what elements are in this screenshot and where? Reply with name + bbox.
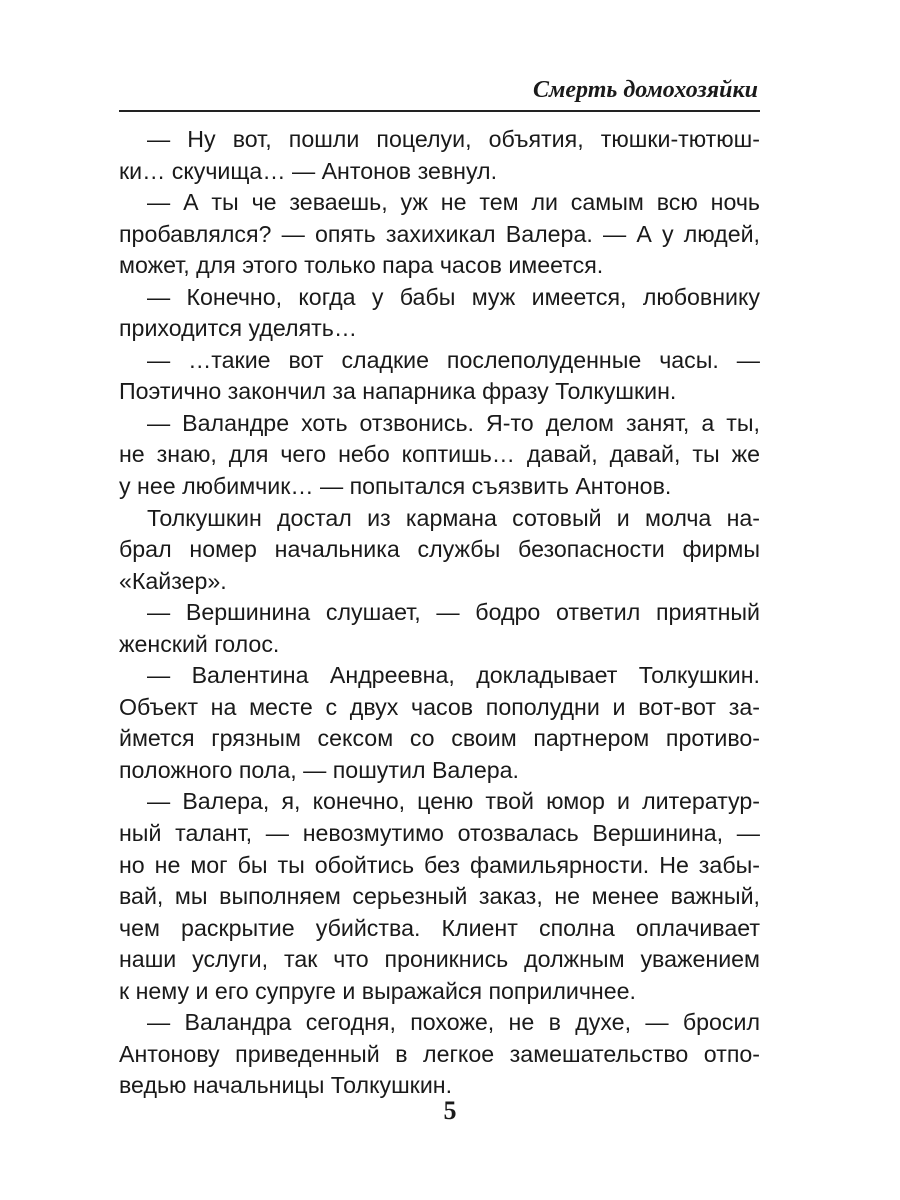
text-line: ймется грязным сексом со своим партнером противо- xyxy=(119,725,760,752)
text-line: к нему и его супруге и выражайся поприличнее. xyxy=(119,977,636,1004)
text-line: но не мог бы ты обойтись без фамильярности. Не забы- xyxy=(119,851,760,878)
paragraph xyxy=(119,408,760,503)
text-line: — Вершинина слушает, — бодро ответил приятный xyxy=(147,599,760,626)
text-line: — Валера, я, конечно, ценю твой юмор и литератур- xyxy=(147,788,760,815)
text-line: — Ну вот, пошли поцелуи, объятия, тюшки-тютюш- xyxy=(147,126,760,152)
text-line: — Валандра сегодня, похоже, не в духе, — бросил xyxy=(147,1009,760,1036)
text-line: чем раскрытие убийства. Клиент сполна оплачивает xyxy=(119,914,760,941)
paragraph xyxy=(119,282,760,345)
paragraph xyxy=(119,187,760,282)
text-line: пробавлялся? — опять захихикал Валера. — А у людей, xyxy=(119,220,760,247)
paragraph xyxy=(119,124,760,187)
text-line: ки… скучища… — Антонов зевнул. xyxy=(119,157,498,184)
text-line: — А ты че зеваешь, уж не тем ли самым всю ночь xyxy=(147,189,760,216)
text-line: не знаю, для чего небо коптишь… давай, давай, ты же xyxy=(119,441,760,468)
text-line: Толкушкин достал из кармана сотовый и молча на- xyxy=(147,504,760,531)
text-line: может, для этого только пара часов имеется. xyxy=(119,252,604,279)
text-line: ный талант, — невозмутимо отозвалась Вершинина, — xyxy=(119,820,760,847)
text-line: положного пола, — пошутил Валера. xyxy=(119,756,519,783)
text-line: женский голос. xyxy=(119,630,280,657)
text-line: — Валентина Андреевна, докладывает Толкушкин. xyxy=(147,662,760,689)
text-line: приходится уделять… xyxy=(119,315,358,342)
text-line: Поэтично закончил за напарника фразу Толкушкин. xyxy=(119,378,677,405)
text-line: ведью начальницы Толкушкин. xyxy=(119,1072,453,1099)
text-line: — Валандре хоть отзвонись. Я-то делом занят, а ты, xyxy=(147,409,760,436)
text-line: у нее любимчик… — попытался съязвить Антонов. xyxy=(119,473,672,500)
text-line: — Конечно, когда у бабы муж имеется, любовнику xyxy=(147,283,760,310)
running-head-title: Смерть домохозяйки xyxy=(532,77,758,103)
paragraph xyxy=(119,1007,760,1102)
running-head xyxy=(119,74,760,112)
paragraph xyxy=(119,786,760,1007)
paragraph xyxy=(119,345,760,408)
paragraph xyxy=(119,503,760,598)
text-line: — …такие вот сладкие послеполуденные часы. — xyxy=(147,346,760,373)
paragraph xyxy=(119,597,760,660)
page-number: 5 xyxy=(443,1096,457,1125)
text-line: «Кайзер». xyxy=(119,567,227,594)
paragraph xyxy=(119,660,760,786)
text-line: Антонову приведенный в легкое замешательство отпо- xyxy=(119,1040,760,1067)
text-line: Объект на месте с двух часов пополудни и вот-вот за- xyxy=(119,693,760,720)
body-text xyxy=(119,124,760,1102)
text-line: наши услуги, так что проникнись должным уважением xyxy=(119,946,760,973)
text-line: вай, мы выполняем серьезный заказ, не менее важный, xyxy=(119,883,760,910)
text-line: брал номер начальника службы безопасности фирмы xyxy=(119,536,760,563)
